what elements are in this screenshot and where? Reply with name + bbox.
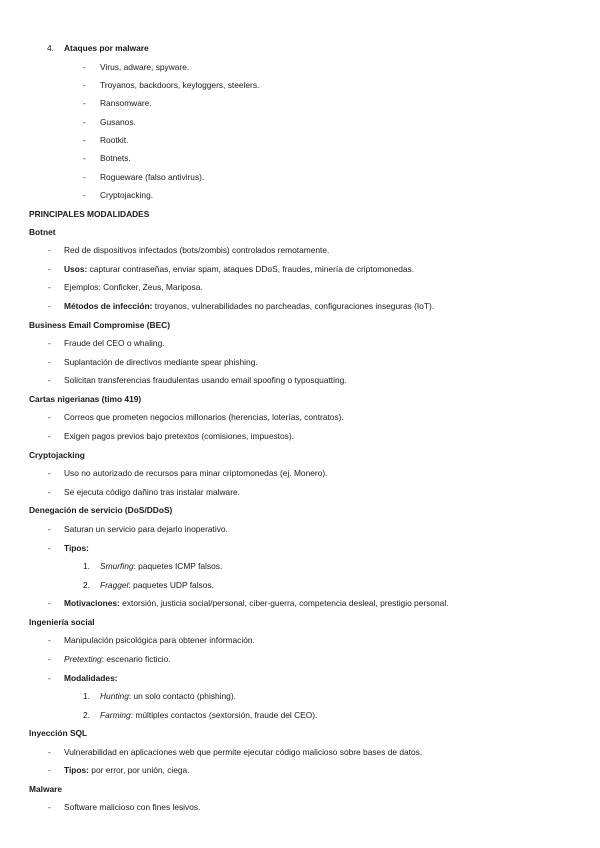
heading-nigerian: Cartas nigerianas (timo 419) [29,394,142,404]
bullet-label: Modalidades: [64,673,118,683]
list-item: Troyanos, backdoors, keyloggers, steelers. [100,80,260,90]
bullet-text: Saturan un servicio para dejarlo inoperativo. [64,524,228,534]
term: Smurfing [100,561,134,571]
dash-bullet: - [83,172,86,182]
dash-bullet: - [48,338,51,348]
bullet-text [64,598,449,609]
bullet-text: Solicitan transferencias fraudulentas usando email spoofing o typosquatting. [64,375,347,385]
dash-bullet: - [48,375,51,385]
dash-bullet: - [83,62,86,72]
list-number: 4. [47,43,54,53]
list-item: Gusanos. [100,117,136,127]
bullet-text [64,301,434,312]
list-number: 1. [83,561,90,571]
bullet-text: Vulnerabilidad en aplicaciones web que permite ejecutar código malicioso sobre bases de datos. [64,747,423,757]
term-detail: : un solo contacto (phishing). [128,691,236,701]
bullet-text: Software malicioso con fines lesivos. [64,802,201,812]
dash-bullet: - [48,264,51,274]
heading-cryptojacking: Cryptojacking [29,450,85,460]
term-detail: : escenario ficticio. [101,654,171,664]
list-number: 2. [83,580,90,590]
dash-bullet: - [48,412,51,422]
bullet-label: Tipos: [64,543,89,553]
dash-bullet: - [48,598,51,608]
term-detail: : múltiples contactos (sextorsión, fraude del CEO). [130,710,318,720]
dash-bullet: - [48,282,51,292]
dash-bullet: - [48,468,51,478]
bullet-text: Correos que prometen negocios millonarios (herencias, loterías, contratos). [64,412,344,422]
bullet-text [64,264,414,275]
dash-bullet: - [48,524,51,534]
list-item: Virus, adware, spyware. [100,62,190,72]
dash-bullet: - [48,487,51,497]
heading-botnet: Botnet [29,227,56,237]
sub-item [100,710,317,721]
term: Fraggel [100,580,129,590]
dash-bullet: - [48,543,51,553]
bullet-label: Motivaciones: [64,598,120,608]
heading-bec: Business Email Compromise (BEC) [29,320,171,330]
term: Hunting [100,691,129,701]
dash-bullet: - [48,765,51,775]
term-detail: : paquetes ICMP falsos. [133,561,223,571]
bullet-detail: extorsión, justicia social/personal, ciber-guerra, competencia desleal, prestigio personal. [119,598,449,608]
dash-bullet: - [48,635,51,645]
dash-bullet: - [48,357,51,367]
list-item: Cryptojacking. [100,190,154,200]
dash-bullet: - [83,135,86,145]
dash-bullet: - [48,245,51,255]
bullet-text: Manipulación psicológica para obtener información. [64,635,255,645]
dash-bullet: - [48,673,51,683]
list-item-title: Ataques por malware [64,43,149,53]
bullet-text: Exigen pagos previos bajo pretextos (comisiones, impuestos). [64,431,294,441]
heading-sql-injection: Inyección SQL [29,728,88,738]
dash-bullet: - [83,80,86,90]
section-title: PRINCIPALES MODALIDADES [29,209,150,219]
bullet-text: Uso no autorizado de recursos para minar criptomonedas (ej. Monero). [64,468,328,478]
term: Pretexting [64,654,102,664]
dash-bullet: - [83,153,86,163]
term: Farming [100,710,131,720]
bullet-text: Suplantación de directivos mediante spear phishing. [64,357,258,367]
heading-dos: Denegación de servicio (DoS/DDoS) [29,505,173,515]
dash-bullet: - [48,747,51,757]
sub-item [100,691,236,702]
bullet-label: Métodos de infección: [64,301,153,311]
list-number: 2. [83,710,90,720]
bullet-text: Se ejecuta código dañino tras instalar malware. [64,487,240,497]
dash-bullet: - [48,654,51,664]
dash-bullet: - [48,431,51,441]
bullet-detail: por error, por unión, ciega. [88,765,190,775]
list-item: Rootkit. [100,135,129,145]
heading-social-engineering: Ingeniería social [29,617,95,627]
list-item: Ransomware. [100,98,152,108]
dash-bullet: - [83,117,86,127]
bullet-detail: capturar contraseñas, enviar spam, ataques DDoS, fraudes, minería de criptomonedas. [87,264,415,274]
bullet-text [64,765,190,776]
sub-item [100,561,222,572]
dash-bullet: - [48,301,51,311]
term-detail: : paquetes UDP falsos. [128,580,214,590]
bullet-text: Ejemplos: Conficker, Zeus, Mariposa. [64,282,203,292]
dash-bullet: - [48,802,51,812]
heading-malware: Malware [29,784,63,794]
bullet-text: Red de dispositivos infectados (bots/zombis) controlados remotamente. [64,245,330,255]
list-item: Botnets. [100,153,131,163]
dash-bullet: - [83,190,86,200]
bullet-label: Usos: [64,264,88,274]
sub-item [100,580,214,591]
bullet-text [64,654,171,665]
bullet-detail: troyanos, vulnerabilidades no parcheadas, configuraciones inseguras (IoT). [152,301,435,311]
bullet-text: Fraude del CEO o whaling. [64,338,165,348]
bullet-label: Tipos: [64,765,89,775]
dash-bullet: - [83,98,86,108]
list-number: 1. [83,691,90,701]
list-item: Rogueware (falso antivirus). [100,172,205,182]
